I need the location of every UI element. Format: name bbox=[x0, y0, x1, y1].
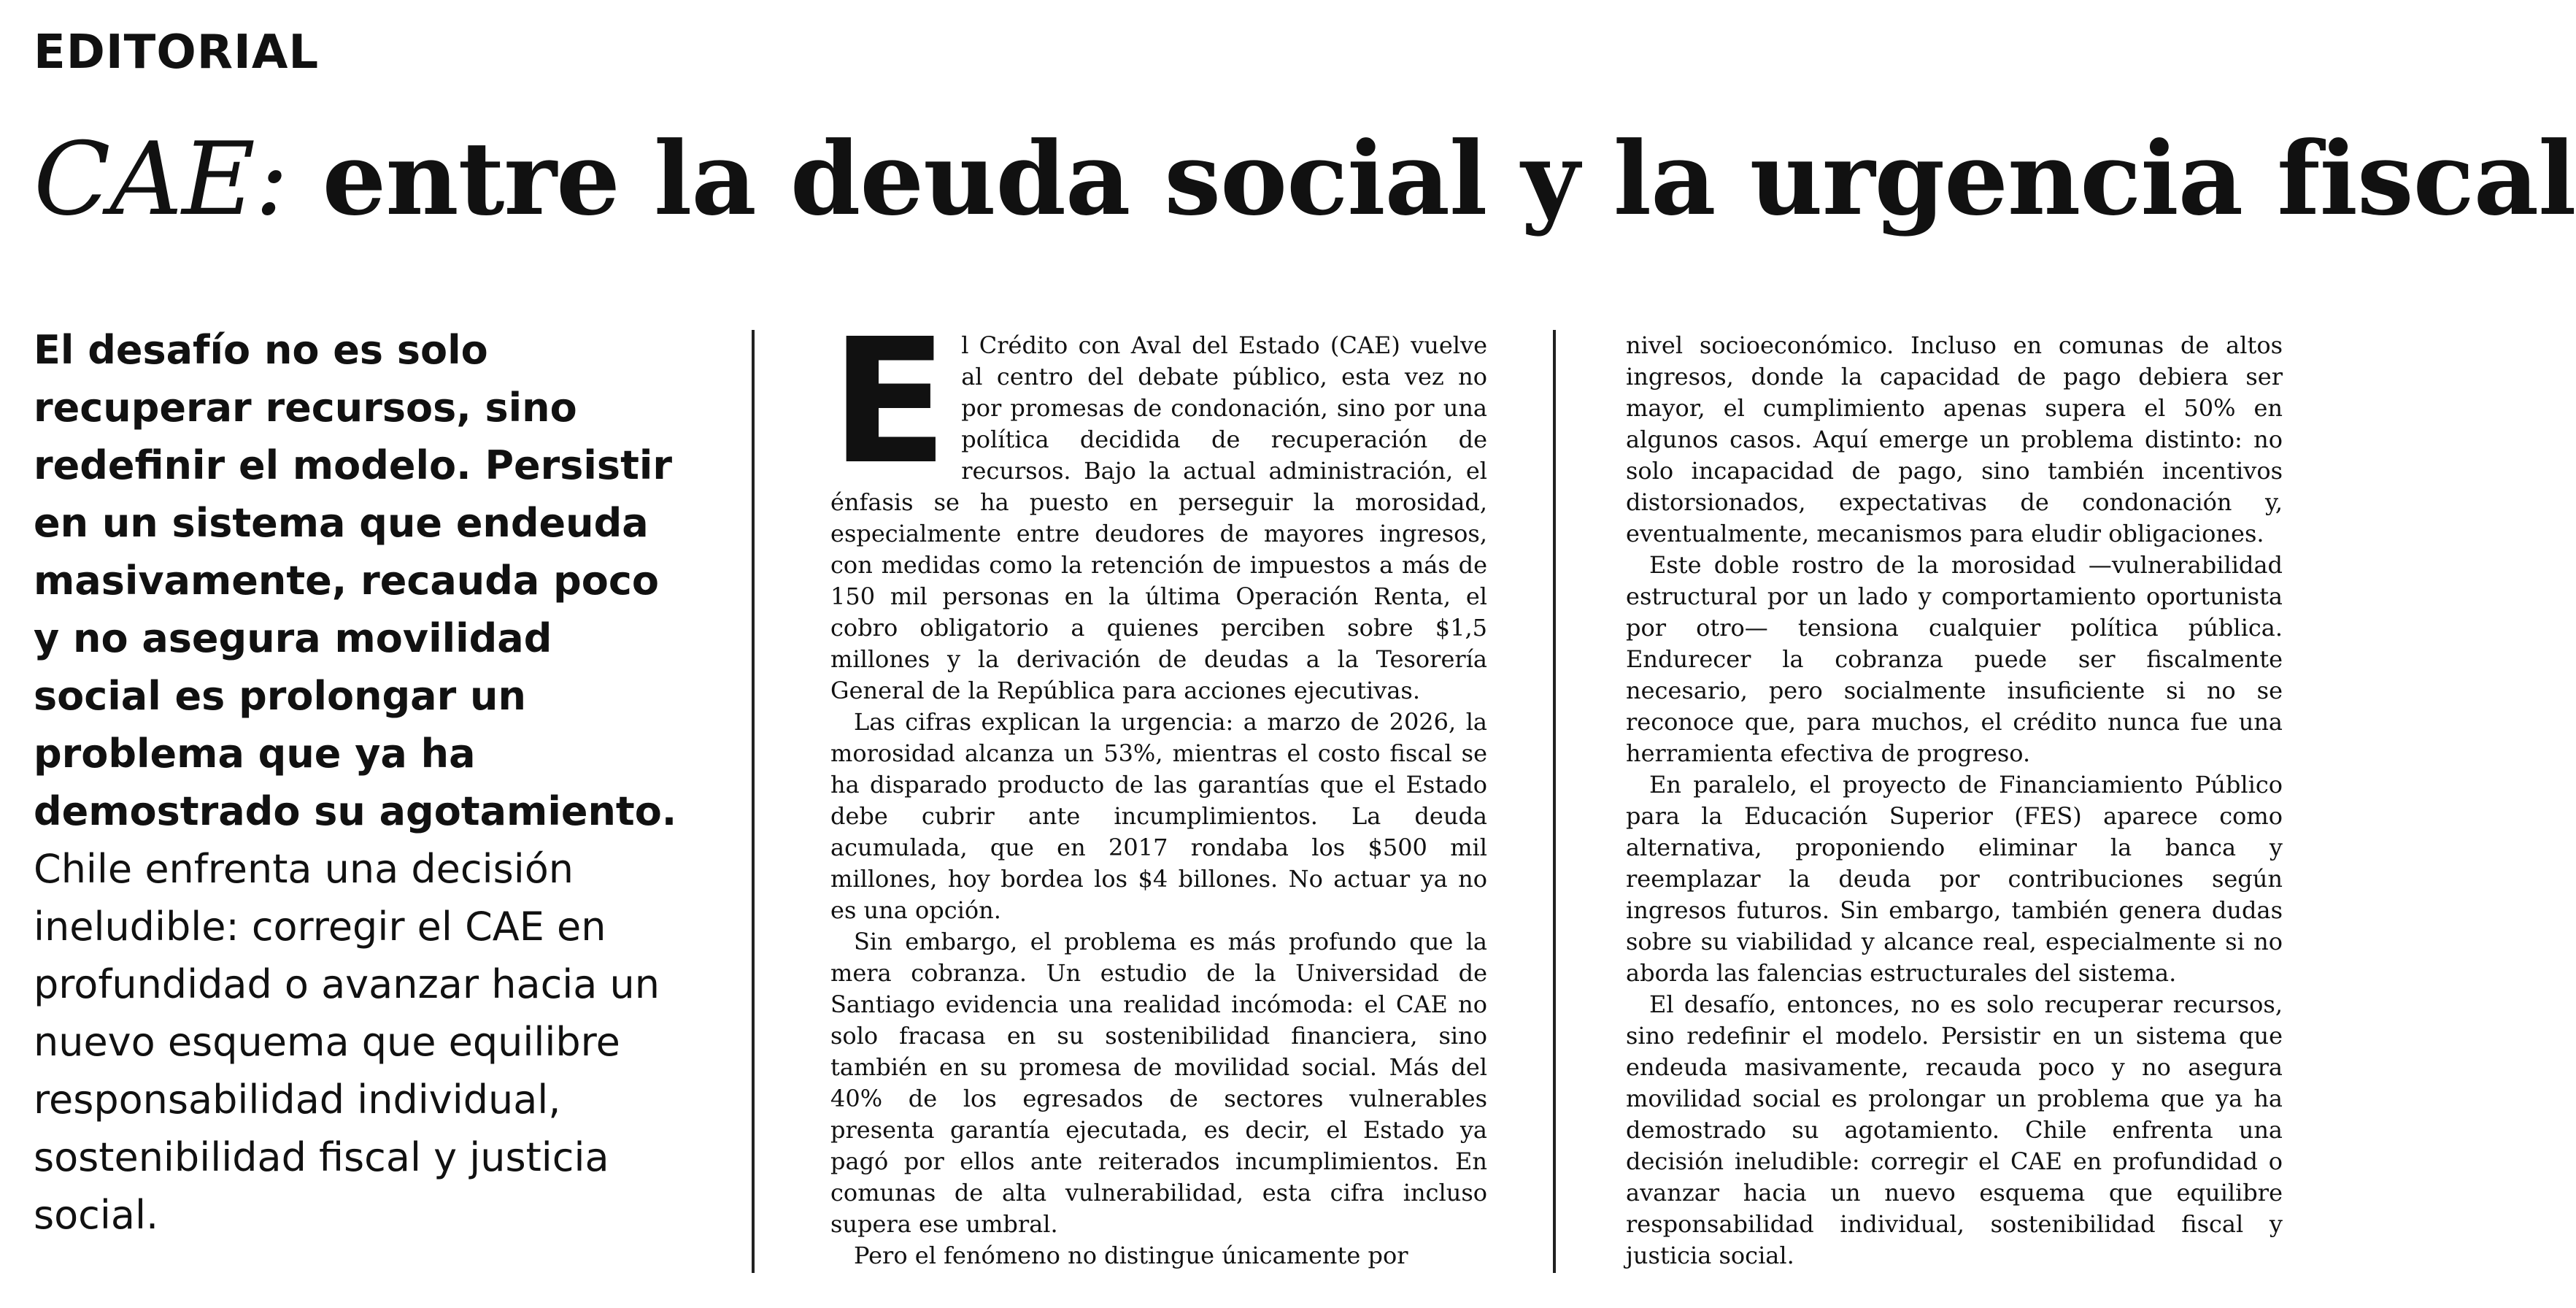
body-column-1 bbox=[830, 301, 1487, 1279]
body-paragraph: l Crédito con Aval del Estado (CAE) vuelve al centro del debate público, esta vez no por promesas de condonación, sino por una política decidida de recuperación de recursos. Bajo la actual administración, el énfasis se ha puesto en perseguir la morosidad, especialmente entre deudores de mayores ingresos, con medidas como la retención de impuestos a más de 150 mil personas en la última Operación Renta, el cobro obligatorio a quienes perciben sobre $1,5 millones y la derivación de deudas a la Tesorería General de la República para acciones ejecutivas. bbox=[830, 331, 1487, 704]
lede-rest: Chile enfrenta una decisión ineludible: corregir el CAE en profundidad o avanzar hacia un nuevo esquema que equilibre responsabilidad individual, sostenibilidad fiscal y justicia social. bbox=[34, 846, 660, 1238]
drop-cap: E bbox=[830, 301, 949, 502]
body-paragraph: En paralelo, el proyecto de Financiamiento Público para la Educación Superior (FES) aparece como alternativa, proponiendo eliminar la banca y reemplazar la deuda por contribuciones según ingresos futuros. Sin embargo, también genera dudas sobre su viabilidad y alcance real, especialmente si no aborda las falencias estructurales del sistema. bbox=[1626, 771, 2283, 987]
body-paragraph: Pero el fenómeno no distingue únicamente por bbox=[854, 1242, 1408, 1269]
section-label: EDITORIAL bbox=[34, 26, 320, 80]
body-paragraph: Sin embargo, el problema es más profundo que la mera cobranza. Un estudio de la Universidad de Santiago evidencia una realidad incómoda: el CAE no solo fracasa en su sostenibilidad financiera, sino también en su promesa de movilidad social. Más del 40% de los egresados de sectores vulnerables presenta garantía ejecutada, es decir, el Estado ya pagó por ellos ante reiterados incumplimientos. En comunas de alta vulnerabilidad, esta cifra incluso supera ese umbral. bbox=[830, 928, 1487, 1238]
headline-title: entre la deuda social y la urgencia fiscal bbox=[288, 119, 2576, 238]
body-paragraph: Las cifras explican la urgencia: a marzo de 2026, la morosidad alcanza un 53%, mientras el costo fiscal se ha disparado producto de las garantías que el Estado debe cubrir ante incumplimientos. La deuda acumulada, que en 2017 rondaba los $500 mil millones, hoy bordea los $4 billones. No actuar ya no es una opción. bbox=[830, 708, 1487, 924]
body-column-2 bbox=[1626, 330, 2283, 1279]
column-divider bbox=[752, 330, 755, 1273]
body-paragraph: nivel socioeconómico. Incluso en comunas de altos ingresos, donde la capacidad de pago debiera ser mayor, el cumplimiento apenas supera el 50% en algunos casos. Aquí emerge un problema distinto: no solo incapacidad de pago, sino también incentivos distorsionados, expectativas de condonación y, eventualmente, mecanismos para eludir obligaciones. bbox=[1626, 331, 2283, 547]
column-divider bbox=[1553, 330, 1556, 1273]
body-paragraph: Este doble rostro de la morosidad —vulnerabilidad estructural por un lado y comportamiento oportunista por otro— tensiona cualquier política pública. Endurecer la cobranza puede ser fiscalmente necesario, pero socialmente insuficiente si no se reconoce que, para muchos, el crédito nunca fue una herramienta efectiva de progreso. bbox=[1626, 551, 2283, 767]
lede bbox=[34, 321, 690, 1244]
body-paragraph: El desafío, entonces, no es solo recuperar recursos, sino redefinir el modelo. Persistir en un sistema que endeuda masivamente, recauda poco y no asegura movilidad social es prolongar un problema que ya ha demostrado su agotamiento. Chile enfrenta una decisión ineludible: corregir el CAE en profundidad o avanzar hacia un nuevo esquema que equilibre responsabilidad individual, sostenibilidad fiscal y justicia social. bbox=[1626, 990, 2283, 1269]
lede-strong: El desafío no es solo recuperar recursos, sino redefinir el modelo. Persistir en un sistema que endeuda masivamente, recauda poco y no asegura movilidad social es prolongar un problema que ya ha demostrado su agotamiento. bbox=[34, 327, 677, 834]
headline-kicker: CAE: bbox=[34, 120, 288, 238]
headline bbox=[34, 117, 2576, 242]
